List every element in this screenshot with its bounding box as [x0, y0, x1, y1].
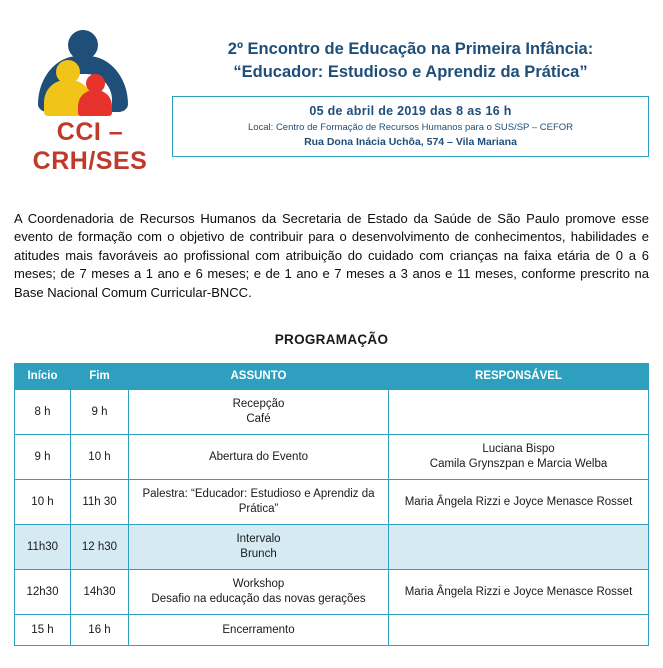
- family-figures-logo-icon: [30, 30, 150, 116]
- cell-inicio: 15 h: [15, 615, 71, 646]
- table-row: [15, 615, 649, 646]
- event-address: Rua Dona Inácia Uchôa, 574 – Vila Mariana: [304, 135, 517, 148]
- table-row: [15, 390, 649, 435]
- cell-assunto: Recepção Café: [129, 390, 389, 435]
- column-header-inicio: Início: [15, 364, 71, 390]
- cell-responsavel: [389, 525, 649, 570]
- cell-assunto: Workshop Desafio na educação das novas gerações: [129, 570, 389, 615]
- intro-paragraph: A Coordenadoria de Recursos Humanos da Secretaria de Estado da Saúde de São Paulo promove esse evento de formação com o objetivo de contribuir para o desenvolvimento de conhecimentos, habilidades e atitudes mais favoráveis ao profissional com atribuição do cuidado com crianças na faixa etária de 0 a 6 meses; de 7 meses a 1 ano e 6 meses; e de 1 ano e 7 meses a 3 anos e 11 meses, conforme prescrito na Base Nacional Comum Curricular-BNCC.: [14, 211, 649, 300]
- document-header: [0, 0, 663, 176]
- cell-fim: 10 h: [71, 435, 129, 480]
- program-table: [14, 363, 649, 646]
- cell-inicio: 12h30: [15, 570, 71, 615]
- cell-fim: 14h30: [71, 570, 129, 615]
- cell-responsavel: Maria Ângela Rizzi e Joyce Menasce Rosset: [389, 570, 649, 615]
- column-header-responsavel: RESPONSÁVEL: [389, 364, 649, 390]
- cell-responsavel: Maria Ângela Rizzi e Joyce Menasce Rosset: [389, 480, 649, 525]
- cell-responsavel: [389, 390, 649, 435]
- cell-inicio: 9 h: [15, 435, 71, 480]
- cell-fim: 16 h: [71, 615, 129, 646]
- table-header-row: [15, 364, 649, 390]
- cell-inicio: 10 h: [15, 480, 71, 525]
- cell-inicio: 8 h: [15, 390, 71, 435]
- column-header-assunto: ASSUNTO: [129, 364, 389, 390]
- table-row: [15, 480, 649, 525]
- cell-responsavel: [389, 615, 649, 646]
- table-row: [15, 570, 649, 615]
- table-row: [15, 525, 649, 570]
- cell-fim: 11h 30: [71, 480, 129, 525]
- program-table-body: [15, 390, 649, 646]
- title-block: [166, 24, 649, 157]
- logo-block: [14, 24, 166, 176]
- event-info-box: [172, 96, 649, 157]
- cell-assunto: Encerramento: [129, 615, 389, 646]
- cell-fim: 12 h30: [71, 525, 129, 570]
- column-header-fim: Fim: [71, 364, 129, 390]
- cell-assunto: Abertura do Evento: [129, 435, 389, 480]
- event-location: Local: Centro de Formação de Recursos Humanos para o SUS/SP – CEFOR: [247, 121, 574, 133]
- table-row: [15, 435, 649, 480]
- cell-responsavel: Luciana Bispo Camila Grynszpan e Marcia Welba: [389, 435, 649, 480]
- event-title: [172, 38, 649, 84]
- cell-assunto: Intervalo Brunch: [129, 525, 389, 570]
- event-title-line2: “Educador: Estudioso e Aprendiz da Prática”: [233, 62, 588, 81]
- event-title-line1: 2º Encontro de Educação na Primeira Infância:: [227, 40, 594, 58]
- cell-assunto: Palestra: “Educador: Estudioso e Aprendiz da Prática”: [129, 480, 389, 525]
- logo-text: CCI – CRH/SES: [32, 118, 148, 175]
- cell-fim: 9 h: [71, 390, 129, 435]
- cell-inicio: 11h30: [15, 525, 71, 570]
- event-date: 05 de abril de 2019 das 8 as 16 h: [309, 103, 512, 118]
- program-heading: PROGRAMAÇÃO: [274, 332, 389, 348]
